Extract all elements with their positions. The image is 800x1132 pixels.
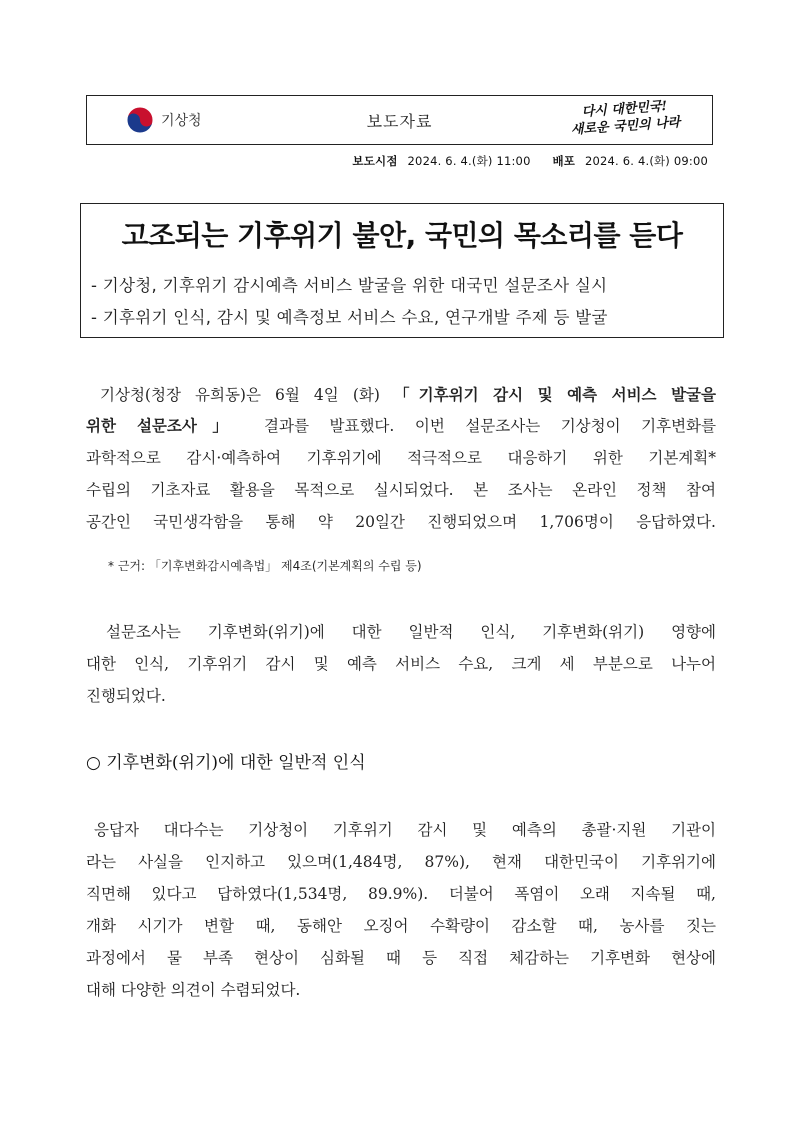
doc-type-title: 보도자료 (366, 112, 433, 131)
legal-basis-footnote: * 근거: 「기후변화감시예측법」 제4조(기본계획의 수립 등) (108, 559, 422, 573)
para2-line2: 대한 인식, 기후위기 감시 및 예측 서비스 수요, 크게 세 부분으로 나누어 (86, 655, 716, 673)
distribution-label: 배포 (552, 154, 576, 168)
embargo-label: 보도시점 (352, 154, 398, 168)
subtitle-2: - 기후위기 인식, 감시 및 예측정보 서비스 수요, 연구개발 주제 등 발굴 (91, 308, 608, 327)
para3-line4: 개화 시기가 변할 때, 동해안 오징어 수확량이 감소할 때, 농사를 짓는 (86, 917, 716, 935)
para1-line2-text: 결과를 발표했다. 이번 설문조사는 기상청이 기후변화를 (243, 417, 716, 435)
para1-line1 (86, 383, 716, 405)
para3-line3: 직면해 있다고 답하였다(1,534명, 89.9%). 더불어 폭염이 오래 지속될 때, (86, 885, 716, 903)
page-title: 고조되는 기후위기 불안, 국민의 목소리를 듣다 (121, 219, 683, 252)
subtitle-1: - 기상청, 기후위기 감시예측 서비스 발굴을 위한 대국민 설문조사 실시 (91, 276, 608, 295)
headline-box (80, 203, 724, 338)
section-heading: ○ 기후변화(위기)에 대한 일반적 인식 (86, 753, 366, 773)
para1-line4: 수립의 기초자료 활용을 목적으로 실시되었다. 본 조사는 온라인 정책 참여 (86, 481, 716, 499)
para1-line1-text: 기상청(청장 유희동)은 6월 4일 (화) (100, 386, 394, 404)
para1-line2 (86, 414, 716, 436)
survey-name-part1: 「기후위기 감시 및 예측 서비스 발굴을 (394, 385, 716, 404)
survey-name-part2: 위한 설문조사」 (86, 416, 244, 435)
para3-line6: 대해 다양한 의견이 수렴되었다. (86, 981, 301, 999)
org-name: 기상청 (161, 113, 202, 129)
release-info (352, 153, 714, 169)
distribution-value: 2024. 6. 4.(화) 09:00 (584, 154, 708, 168)
para2-line1: 설문조사는 기후변화(위기)에 대한 일반적 인식, 기후변화(위기) 영향에 (106, 623, 716, 641)
para1-line5: 공간인 국민생각함을 통해 약 20일간 진행되었으며 1,706명이 응답하였다. (86, 513, 716, 531)
document-header (86, 95, 713, 145)
para3-line1: 응답자 대다수는 기상청이 기후위기 감시 및 예측의 총괄·지원 기관이 (94, 821, 716, 839)
para2-line3: 진행되었다. (86, 687, 166, 705)
para3-line5: 과정에서 물 부족 현상이 심화될 때 등 직접 체감하는 기후변화 현상에 (86, 949, 716, 967)
embargo-value: 2024. 6. 4.(화) 11:00 (407, 154, 531, 168)
slogan-line-1: 다시 대한민국! (581, 99, 668, 120)
slogan-line-2: 새로운 국민의 나라 (570, 115, 681, 138)
para1-line3: 과학적으로 감시·예측하여 기후위기에 적극적으로 대응하기 위한 기본계획* (86, 449, 716, 467)
para3-line2: 라는 사실을 인지하고 있으며(1,484명, 87%), 현재 대한민국이 기후위기에 (86, 853, 716, 871)
government-slogan (549, 96, 701, 140)
